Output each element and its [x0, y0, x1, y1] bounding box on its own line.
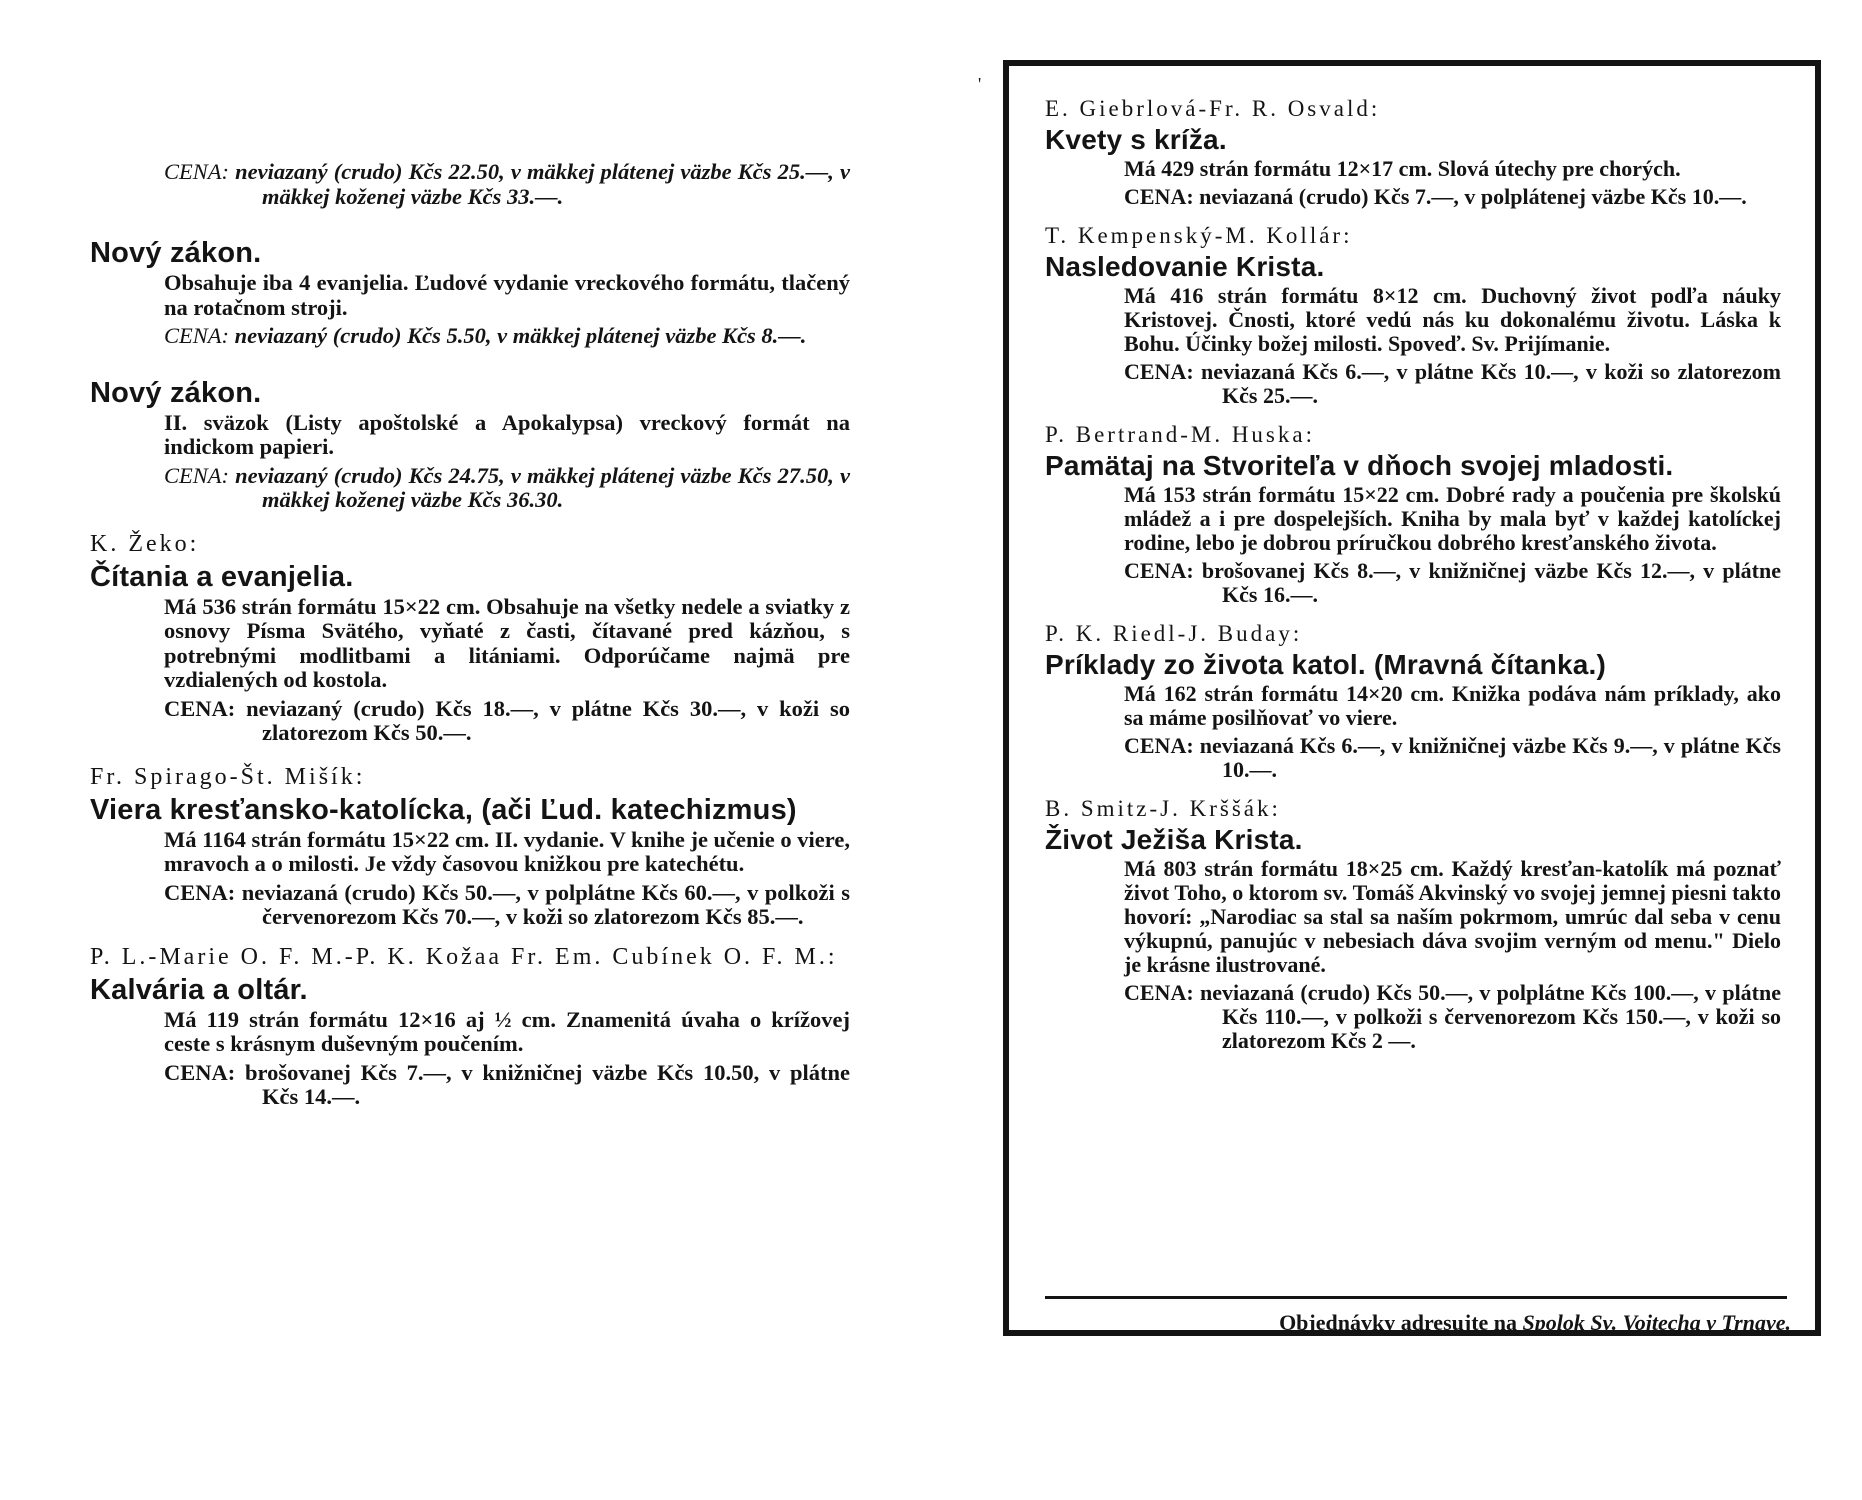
book-title: Nový zákon.	[90, 376, 262, 409]
book-price: CENA: brošovanej Kčs 8.—, v knižničnej väzbe Kčs 12.—, v plátne Kčs 16.—.	[1124, 558, 1782, 607]
book-description: Má 429 strán formátu 12×17 cm. Slová útechy pre chorých.	[1124, 156, 1681, 181]
book-description: Obsahuje iba 4 evanjelia. Ľudové vydanie vreckového formátu, tlačený na rotačnom stroji.	[164, 270, 850, 320]
book-author: P. L.-Marie O. F. M.-P. K. Kožaa Fr. Em. Cubínek O. F. M.:	[90, 943, 838, 970]
book-price: CENA: neviazaná Kčs 6.—, v plátne Kčs 10.—, v koži so zlatorezom Kčs 25.—.	[1124, 359, 1782, 408]
book-author: K. Žeko:	[90, 530, 200, 557]
book-title: Život Ježiša Krista.	[1045, 824, 1303, 855]
book-entry-nasledovanie	[1045, 221, 1781, 408]
book-entry-novy-zakon-2	[90, 375, 850, 513]
book-description: II. sväzok (Listy apoštolské a Apokalypsa) vreckový formát na indickom papieri.	[164, 409, 850, 459]
book-title: Príklady zo života katol. (Mravná čítanka.)	[1045, 649, 1606, 680]
book-author: Fr. Spirago-Št. Mišík:	[90, 763, 366, 790]
top-price: CENA: neviazaný (crudo) Kčs 22.50, v mäkkej plátenej väzbe Kčs 25.—, v mäkkej koženej väzbe Kčs 33.—.	[164, 159, 850, 209]
book-description: Má 416 strán formátu 8×12 cm. Duchovný život podľa náuky Kristovej. Čnosti, ktoré vedú nás ku dokonalému životu. Láska k Bohu. Účinky božej milosti. Spoveď. Sv. Prijímanie.	[1124, 283, 1781, 356]
book-title: Nový zákon.	[90, 237, 262, 269]
footer-divider	[1045, 1296, 1787, 1299]
book-entry-kvety	[1045, 94, 1781, 209]
book-price: CENA: neviazaný (crudo) Kčs 5.50, v mäkkej plátenej väzbe Kčs 8.—.	[164, 323, 807, 348]
book-price: CENA: brošovanej Kčs 7.—, v knižničnej väzbe Kčs 10.50, v plátne Kčs 14.—.	[164, 1059, 850, 1109]
book-description: Má 803 strán formátu 18×25 cm. Každý kresťan-katolík má poznať život Toho, o ktorom sv. Tomáš Akvinský vo svojej jemnej piesni takto hovorí: „Narodiac sa stal sa naším pokrmom, umrúc dal seba v cenu výkupnú, panujúc v nebesiach dáva svojim verným od menu." Dielo je krásne ilustrované.	[1124, 856, 1781, 977]
book-title: Kvety s kríža.	[1045, 124, 1227, 155]
book-price: CENA: neviazaná (crudo) Kčs 50.—, v polplátne Kčs 100.—, v plátne Kčs 110.—, v polkoži s červenorezom Kčs 150.—, v koži so zlatorezom Kčs 2 —.	[1124, 980, 1782, 1053]
book-price: CENA: neviazaný (crudo) Kčs 18.—, v plátne Kčs 30.—, v koži so zlatorezom Kčs 50.—.	[164, 695, 850, 745]
book-entry-priklady	[1045, 619, 1781, 782]
order-footer: Objednávky adresujte na Spolok Sv. Vojtecha v Trnave.	[1279, 1310, 1791, 1335]
book-title: Nasledovanie Krista.	[1045, 251, 1325, 282]
book-title: Kalvária a oltár.	[90, 973, 308, 1006]
book-price: CENA: neviazaná (crudo) Kčs 50.—, v polplátne Kčs 60.—, v polkoži s červenorezom Kčs 70.—, v koži so zlatorezom Kčs 85.—.	[164, 879, 850, 929]
margin-mark: '	[978, 74, 982, 94]
book-author: T. Kempenský-M. Kollár:	[1045, 223, 1353, 248]
left-page	[90, 160, 850, 1110]
book-entry-kalvaria	[90, 942, 850, 1110]
book-price: CENA: neviazaná Kčs 6.—, v knižničnej väzbe Kčs 9.—, v plátne Kčs 10.—.	[1124, 733, 1781, 782]
book-price: CENA: neviazaný (crudo) Kčs 24.75, v mäkkej plátenej väzbe Kčs 27.50, v mäkkej koženej väzbe Kčs 36.30.	[164, 462, 850, 512]
book-entry-viera	[90, 762, 850, 930]
book-author: E. Giebrlová-Fr. R. Osvald:	[1045, 96, 1381, 121]
right-page	[1003, 60, 1821, 1336]
book-author: B. Smitz-J. Krššák:	[1045, 796, 1281, 821]
book-author: P. Bertrand-M. Huska:	[1045, 422, 1315, 447]
book-entry-novy-zakon-1	[90, 235, 850, 349]
book-entry-citania	[90, 529, 850, 746]
book-entry-zivot-jezisa	[1045, 794, 1781, 1053]
book-description: Má 1164 strán formátu 15×22 cm. II. vydanie. V knihe je učenie o viere, mravoch a o milosti. Je vždy časovou knižkou pre katechétu.	[164, 826, 850, 876]
publisher-name: Spolok Sv. Vojtecha v Trnave.	[1522, 1310, 1791, 1335]
book-description: Má 162 strán formátu 14×20 cm. Knižka podáva nám príklady, ako sa máme posilňovať vo viere.	[1124, 681, 1781, 730]
book-description: Má 153 strán formátu 15×22 cm. Dobré rady a poučenia pre školskú mládež a i pre dospelejších. Kniha by mala byť v každej katolíckej rodine, lebo je dobrou príručkou dobrého kresťanského života.	[1124, 482, 1781, 555]
book-title: Viera kresťansko-katolícka, (ači Ľud. katechizmus)	[90, 793, 797, 826]
book-price: CENA: neviazaná (crudo) Kčs 7.—, v polplátenej väzbe Kčs 10.—.	[1124, 184, 1747, 209]
book-description: Má 536 strán formátu 15×22 cm. Obsahuje na všetky nedele a sviatky z osnovy Písma Svätého, vyňaté z časti, čítavané pred kázňou, s potrebnými modlitbami a litániami. Odporúčame najmä pre vzdialených od kostola.	[164, 593, 850, 692]
book-author: P. K. Riedl-J. Buday:	[1045, 621, 1303, 646]
book-title: Čítania a evanjelia.	[90, 560, 354, 593]
book-title: Pamätaj na Stvoriteľa v dňoch svojej mladosti.	[1045, 450, 1674, 481]
book-description: Má 119 strán formátu 12×16 aj ½ cm. Znamenitá úvaha o krížovej ceste s krásnym duševným poučením.	[164, 1006, 850, 1056]
book-entry-pamataj	[1045, 420, 1781, 607]
